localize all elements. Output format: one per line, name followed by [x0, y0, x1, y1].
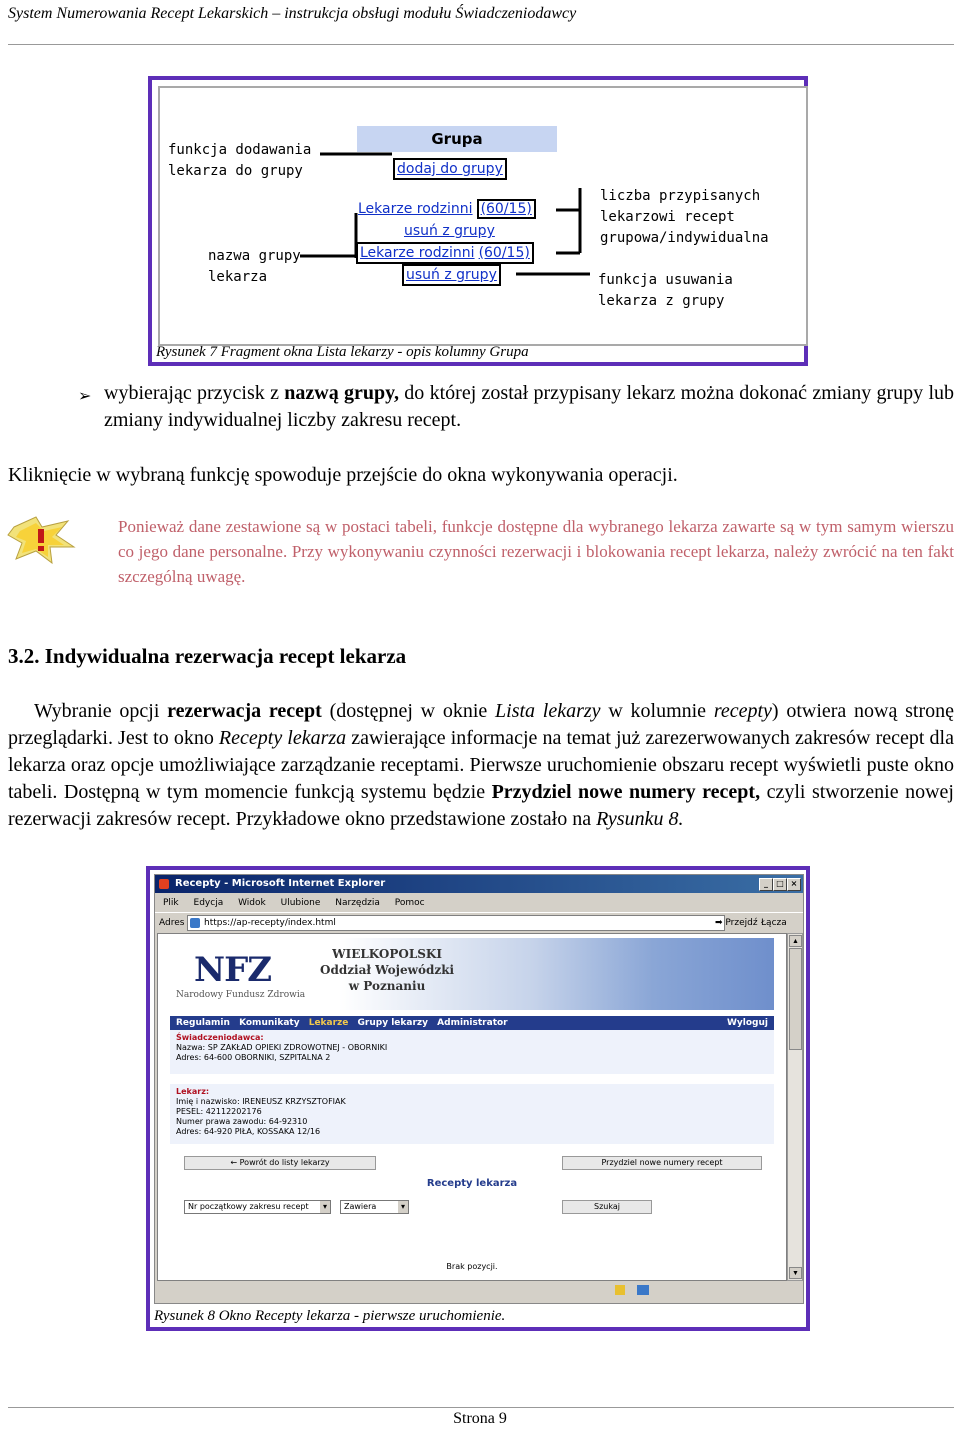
group-row-1: [358, 200, 536, 218]
browser-window: [154, 874, 804, 1304]
close-icon[interactable]: ×: [787, 878, 801, 891]
figure-8-caption: Rysunek 8 Okno Recepty lekarza - pierwsze uruchomienie.: [154, 1308, 506, 1324]
vertical-scrollbar[interactable]: [787, 933, 803, 1281]
bullet-text-part: do której został przypisany lekarz można dokonać zmiany grupy lub zmiany indywidualnej liczby zakresu recept.: [104, 382, 955, 431]
group-row-2: [356, 242, 534, 264]
window-title: Recepty - Microsoft Internet Explorer: [175, 878, 386, 889]
prescription-count[interactable]: (60/15): [477, 199, 536, 219]
label-prescription-count: liczba przypisanych lekarzowi recept grupowa/indywidualna: [600, 188, 769, 246]
section-number: 3.2.: [8, 644, 40, 668]
ie-icon: [159, 879, 169, 889]
scroll-down-icon[interactable]: ▼: [789, 1267, 802, 1279]
bullet-arrow-icon: ➢: [78, 388, 92, 405]
menu-item-pomoc[interactable]: Pomoc: [394, 898, 425, 908]
page-content: [157, 933, 787, 1281]
nav-lekarze[interactable]: Lekarze: [308, 1018, 349, 1028]
address-bar: [155, 912, 803, 933]
links-button[interactable]: Łącza: [761, 918, 787, 928]
page-header: System Numerowania Recept Lekarskich – instrukcja obsługi modułu Świadczeniodawcy: [8, 5, 577, 22]
search-button[interactable]: Szukaj: [562, 1200, 652, 1214]
figure-7-caption: Rysunek 7 Fragment okna Lista lekarzy - opis kolumny Grupa: [156, 344, 529, 360]
remove-from-group-row-1: [404, 222, 495, 240]
prescription-count[interactable]: (60/15): [478, 245, 530, 261]
menu-item-narzedzia[interactable]: Narzędzia: [335, 898, 380, 908]
menu-item-ulubione[interactable]: Ulubione: [280, 898, 321, 908]
bullet-text-part: wybierając przycisk z: [104, 382, 285, 404]
section-heading: [8, 644, 406, 669]
header-divider: [8, 44, 954, 45]
status-bar: [155, 1281, 803, 1301]
warning-icon: [6, 513, 76, 567]
doctor-info: [170, 1084, 774, 1144]
note-text: Ponieważ dane zestawione są w postaci tabeli, funkcje dostępne dla wybranego lekarza zawarte są w tym samym wierszu co jego dane personalne. Przy wykonywaniu czynności rezerwacji i blokowania recept lekarza, należy zwrócić na ten fakt szczególną uwagę.: [118, 517, 954, 586]
grupa-header: Grupa: [357, 126, 557, 152]
paragraph-reservation: Wybranie opcji rezerwacja recept (dostępnej w oknie Lista lekarzy w kolumnie recepty) otwiera nową stronę przeglądarki. Jest to okno Recepty lekarza zawierające informacje na temat już zarezerwowanych zakresów recept dla lekarza oraz opcje umożliwiające zarządzanie receptami. Pierwsze uruchomienie obszaru recept wyświetli puste okno tabeli. Dostępną w tym momencie funkcją systemu będzie Przydziel nowe numery recept, czyli stworzenie nowej rezerwacji zakresów recept. Przykładowe okno przedstawione zostało na Rysunku 8.: [8, 700, 955, 830]
footer-divider: [8, 1407, 954, 1408]
label-remove-function: funkcja usuwania lekarza z grupy: [598, 272, 733, 309]
nav-grupy-lekarzy[interactable]: Grupy lekarzy: [357, 1018, 429, 1028]
branch-name: WIELKOPOLSKI Oddział Wojewódzki w Poznaniu: [320, 947, 455, 993]
paragraph-click: Kliknięcie w wybraną funkcję spowoduje przejście do okna wykonywania operacji.: [8, 464, 678, 486]
nfz-logo: NFZ: [194, 950, 272, 990]
menu-item-edycja[interactable]: Edycja: [193, 898, 224, 908]
remove-from-group-link[interactable]: usuń z grupy: [406, 267, 497, 283]
bullet-text: [104, 380, 954, 434]
provider-label: Świadczeniodawca:: [176, 1033, 264, 1042]
minimize-icon[interactable]: _: [759, 878, 773, 891]
provider-name: Nazwa: SP ZAKŁAD OPIEKI ZDROWOTNEJ - OBORNIKI: [176, 1043, 388, 1052]
scroll-up-icon[interactable]: ▲: [789, 935, 802, 947]
go-button[interactable]: ➡ Przejdź: [715, 918, 758, 928]
group-name-link[interactable]: Lekarze rodzinni: [358, 201, 473, 217]
page-icon: [190, 918, 200, 928]
empty-table-text: Brak pozycji.: [446, 1262, 498, 1271]
doctor-name: Imię i nazwisko: IRENEUSZ KRZYSZTOFIAK: [176, 1097, 346, 1106]
maximize-icon[interactable]: □: [773, 878, 787, 891]
menu-item-plik[interactable]: Plik: [163, 898, 179, 908]
section-title: Indywidualna rezerwacja recept lekarza: [44, 644, 407, 668]
group-name-link[interactable]: Lekarze rodzinni: [360, 245, 475, 261]
doctor-license: Numer prawa zawodu: 64-92310: [176, 1117, 308, 1126]
menu-bar: [155, 894, 803, 912]
figure-8: [146, 866, 810, 1331]
doctor-pesel: PESEL: 42112202176: [176, 1107, 262, 1116]
add-to-group-highlight: [393, 158, 507, 180]
address-label: Adres: [159, 918, 185, 928]
filter-operator-select[interactable]: Zawiera ▾: [340, 1200, 409, 1214]
label-add-function: funkcja dodawania lekarza do grupy: [168, 142, 312, 179]
nav-bar: [170, 1016, 774, 1030]
figure-7-image: [158, 86, 808, 346]
scroll-thumb[interactable]: [789, 948, 802, 1050]
window-titlebar: [155, 875, 803, 893]
doctor-address: Adres: 64-920 PIŁA, KOSSAKA 12/16: [176, 1127, 321, 1136]
back-to-list-button[interactable]: ← Powrót do listy lekarzy: [184, 1156, 376, 1170]
provider-address: Adres: 64-600 OBORNIKI, SZPITALNA 2: [176, 1053, 331, 1062]
remove-from-group-link[interactable]: usuń z grupy: [404, 223, 495, 239]
address-input[interactable]: [187, 915, 725, 931]
doctor-label: Lekarz:: [176, 1087, 210, 1096]
table-title: Recepty lekarza: [426, 1178, 518, 1189]
intranet-icon: [637, 1285, 649, 1295]
provider-info: [170, 1030, 774, 1074]
add-to-group-link[interactable]: dodaj do grupy: [397, 161, 503, 177]
address-value: https://ap-recepty/index.html: [204, 918, 336, 928]
nav-regulamin[interactable]: Regulamin: [176, 1018, 230, 1028]
figure-7: [148, 76, 808, 366]
nfz-banner: [170, 938, 774, 1010]
nav-komunikaty[interactable]: Komunikaty: [239, 1018, 300, 1028]
filter-field-select[interactable]: Nr początkowy zakresu recept ▾: [184, 1200, 331, 1214]
assign-new-numbers-button[interactable]: Przydziel nowe numery recept: [562, 1156, 762, 1170]
bullet-text-bold: nazwą grupy,: [284, 382, 400, 404]
nfz-logo-sub: Narodowy Fundusz Zdrowia: [176, 990, 306, 1000]
logout-link[interactable]: Wyloguj: [727, 1018, 768, 1028]
nav-administrator[interactable]: Administrator: [437, 1018, 508, 1028]
page-number: Strona 9: [453, 1410, 507, 1427]
remove-from-group-row-2: [402, 264, 501, 286]
label-group-name: nazwa grupy lekarza: [208, 248, 301, 285]
menu-item-widok[interactable]: Widok: [238, 898, 266, 908]
lock-icon: [615, 1285, 625, 1295]
grupa-column: [357, 126, 557, 186]
